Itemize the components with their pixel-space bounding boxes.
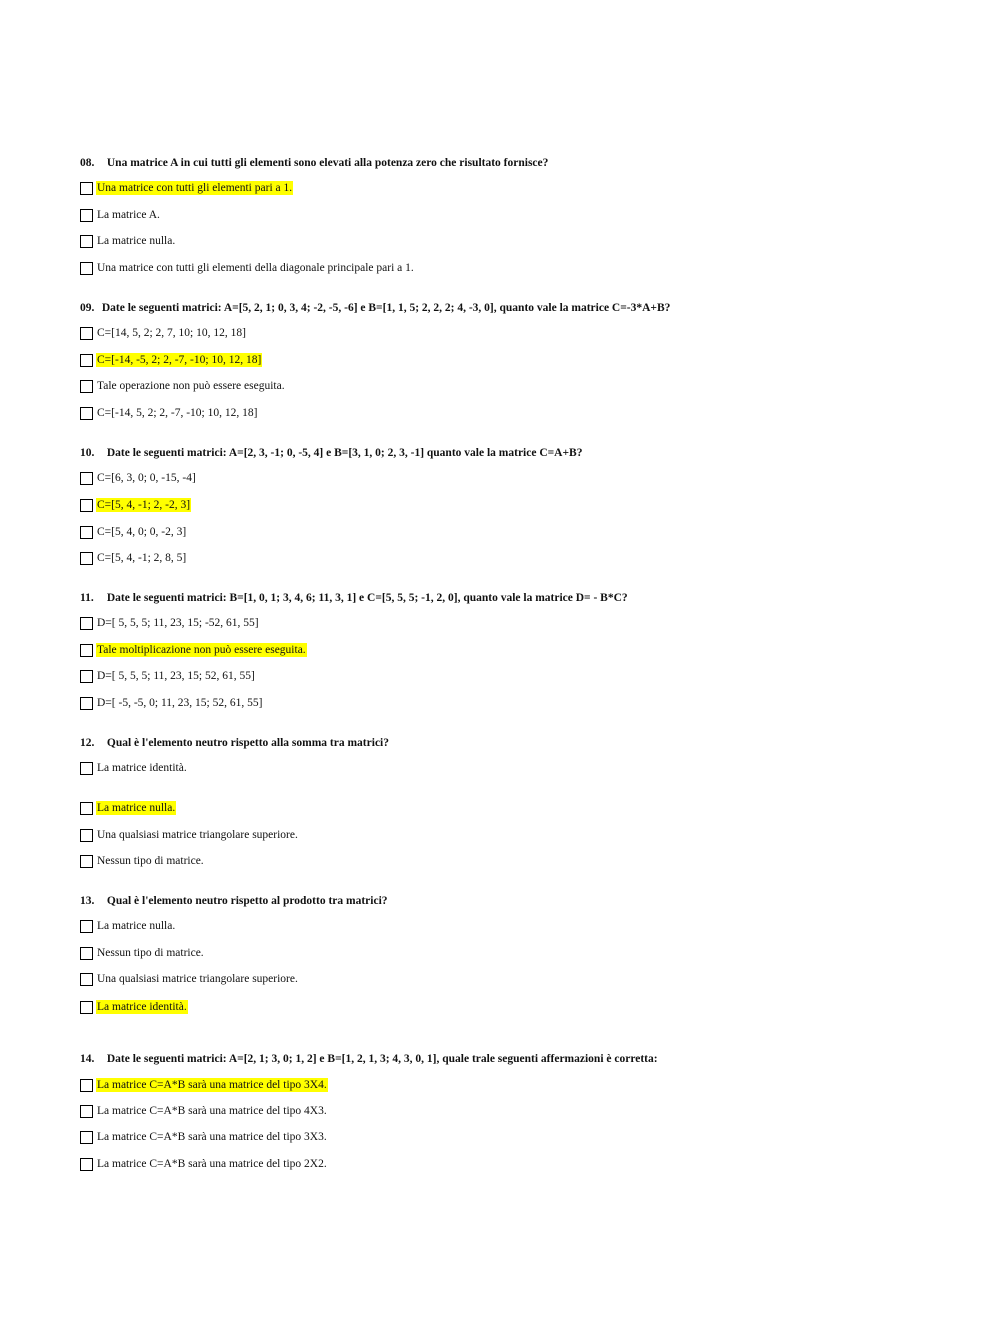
option-text: Tale moltiplicazione non può essere eseguita. <box>97 644 306 656</box>
option-13-b[interactable] <box>80 945 205 961</box>
option-13-d[interactable] <box>80 999 188 1015</box>
option-12-a[interactable] <box>80 760 188 776</box>
question-number: 11. <box>80 592 94 604</box>
checkbox[interactable] <box>80 209 93 222</box>
checkbox[interactable] <box>80 697 93 710</box>
question-text: Date le seguenti matrici: A=[2, 1; 3, 0; 1, 2] e B=[1, 2, 1, 3; 4, 3, 0, 1], quale trale seguenti affermazioni è corretta: <box>106 1053 658 1065</box>
checkbox[interactable] <box>80 973 93 986</box>
question-12 <box>80 736 960 750</box>
option-14-c[interactable] <box>80 1129 328 1145</box>
option-09-d[interactable] <box>80 405 258 421</box>
option-text: La matrice identità. <box>97 762 187 774</box>
option-text: Una matrice con tutti gli elementi pari a 1. <box>97 182 293 194</box>
checkbox[interactable] <box>80 235 93 248</box>
option-13-c[interactable] <box>80 971 299 987</box>
checkbox[interactable] <box>80 762 93 775</box>
option-text: C=[5, 4, 0; 0, -2, 3] <box>97 526 187 538</box>
checkbox[interactable] <box>80 644 93 657</box>
question-text: Qual è l'elemento neutro rispetto al prodotto tra matrici? <box>106 895 388 907</box>
option-text: Una qualsiasi matrice triangolare superiore. <box>97 973 298 985</box>
checkbox[interactable] <box>80 526 93 539</box>
option-text: La matrice C=A*B sarà una matrice del tipo 2X2. <box>97 1158 327 1170</box>
question-text: Date le seguenti matrici: A=[2, 3, -1; 0, -5, 4] e B=[3, 1, 0; 2, 3, -1] quanto vale la matrice C=A+B? <box>106 447 583 459</box>
option-12-b[interactable] <box>80 800 176 816</box>
option-text: D=[ 5, 5, 5; 11, 23, 15; -52, 61, 55] <box>97 617 259 629</box>
option-text: Nessun tipo di matrice. <box>97 947 204 959</box>
checkbox[interactable] <box>80 499 93 512</box>
option-11-a[interactable] <box>80 615 260 631</box>
question-08 <box>80 156 960 170</box>
checkbox[interactable] <box>80 947 93 960</box>
option-text: C=[-14, 5, 2; 2, -7, -10; 10, 12, 18] <box>97 407 258 419</box>
checkbox[interactable] <box>80 1131 93 1144</box>
question-number: 14. <box>80 1053 95 1065</box>
option-text: D=[ -5, -5, 0; 11, 23, 15; 52, 61, 55] <box>97 697 263 709</box>
option-text: Una qualsiasi matrice triangolare superiore. <box>97 829 298 841</box>
option-text: D=[ 5, 5, 5; 11, 23, 15; 52, 61, 55] <box>97 670 255 682</box>
option-text: C=[6, 3, 0; 0, -15, -4] <box>97 472 196 484</box>
option-10-d[interactable] <box>80 550 187 566</box>
checkbox[interactable] <box>80 262 93 275</box>
option-text: Tale operazione non può essere eseguita. <box>97 380 285 392</box>
option-14-b[interactable] <box>80 1103 328 1119</box>
question-11 <box>80 591 960 605</box>
checkbox[interactable] <box>80 1001 93 1014</box>
option-14-a[interactable] <box>80 1077 328 1093</box>
checkbox[interactable] <box>80 407 93 420</box>
checkbox[interactable] <box>80 855 93 868</box>
option-text: La matrice nulla. <box>97 235 176 247</box>
option-text: La matrice nulla. <box>97 802 176 814</box>
option-text: La matrice nulla. <box>97 920 176 932</box>
option-text: La matrice C=A*B sarà una matrice del tipo 3X4. <box>97 1079 327 1091</box>
option-08-d[interactable] <box>80 260 415 276</box>
question-13 <box>80 894 960 908</box>
question-text: Date le seguenti matrici: B=[1, 0, 1; 3, 4, 6; 11, 3, 1] e C=[5, 5, 5; -1, 2, 0], quanto vale la matrice D= - B*C? <box>106 592 628 604</box>
option-text: La matrice A. <box>97 209 160 221</box>
option-text: C=[14, 5, 2; 2, 7, 10; 10, 12, 18] <box>97 327 246 339</box>
question-10 <box>80 446 960 460</box>
option-10-b[interactable] <box>80 497 191 513</box>
option-10-a[interactable] <box>80 470 197 486</box>
checkbox[interactable] <box>80 1158 93 1171</box>
option-text: Una matrice con tutti gli elementi della diagonale principale pari a 1. <box>97 262 414 274</box>
question-text: Una matrice A in cui tutti gli elementi sono elevati alla potenza zero che risultato fornisce? <box>106 157 549 169</box>
option-08-c[interactable] <box>80 233 176 249</box>
checkbox[interactable] <box>80 354 93 367</box>
checkbox[interactable] <box>80 182 93 195</box>
option-09-a[interactable] <box>80 325 247 341</box>
option-text: La matrice C=A*B sarà una matrice del tipo 4X3. <box>97 1105 327 1117</box>
question-text: Qual è l'elemento neutro rispetto alla somma tra matrici? <box>106 737 389 749</box>
option-11-d[interactable] <box>80 695 263 711</box>
question-number: 13. <box>80 895 95 907</box>
option-text: C=[5, 4, -1; 2, -2, 3] <box>97 499 191 511</box>
question-number: 12. <box>80 737 95 749</box>
option-text: La matrice identità. <box>97 1001 187 1013</box>
checkbox[interactable] <box>80 472 93 485</box>
option-13-a[interactable] <box>80 918 176 934</box>
option-09-c[interactable] <box>80 378 286 394</box>
option-12-c[interactable] <box>80 827 299 843</box>
question-14 <box>80 1052 960 1066</box>
checkbox[interactable] <box>80 802 93 815</box>
question-number: 08. <box>80 157 95 169</box>
question-09 <box>80 301 960 315</box>
option-text: C=[5, 4, -1; 2, 8, 5] <box>97 552 187 564</box>
option-08-a[interactable] <box>80 180 293 196</box>
checkbox[interactable] <box>80 1079 93 1092</box>
checkbox[interactable] <box>80 920 93 933</box>
option-11-c[interactable] <box>80 668 256 684</box>
option-14-d[interactable] <box>80 1156 328 1172</box>
checkbox[interactable] <box>80 552 93 565</box>
checkbox[interactable] <box>80 1105 93 1118</box>
question-text: Date le seguenti matrici: A=[5, 2, 1; 0, 3, 4; -2, -5, -6] e B=[1, 1, 5; 2, 2, 2; 4, -3, 0], quanto vale la matrice C=-3*A+B? <box>101 302 671 314</box>
option-text: La matrice C=A*B sarà una matrice del tipo 3X3. <box>97 1131 327 1143</box>
option-11-b[interactable] <box>80 642 307 658</box>
option-text: C=[-14, -5, 2; 2, -7, -10; 10, 12, 18] <box>97 354 262 366</box>
question-number: 09. <box>80 302 95 314</box>
option-12-d[interactable] <box>80 853 205 869</box>
checkbox[interactable] <box>80 670 93 683</box>
option-10-c[interactable] <box>80 524 187 540</box>
checkbox[interactable] <box>80 327 93 340</box>
question-number: 10. <box>80 447 95 459</box>
checkbox[interactable] <box>80 380 93 393</box>
checkbox[interactable] <box>80 829 93 842</box>
checkbox[interactable] <box>80 617 93 630</box>
option-08-b[interactable] <box>80 207 161 223</box>
option-text: Nessun tipo di matrice. <box>97 855 204 867</box>
option-09-b[interactable] <box>80 352 262 368</box>
